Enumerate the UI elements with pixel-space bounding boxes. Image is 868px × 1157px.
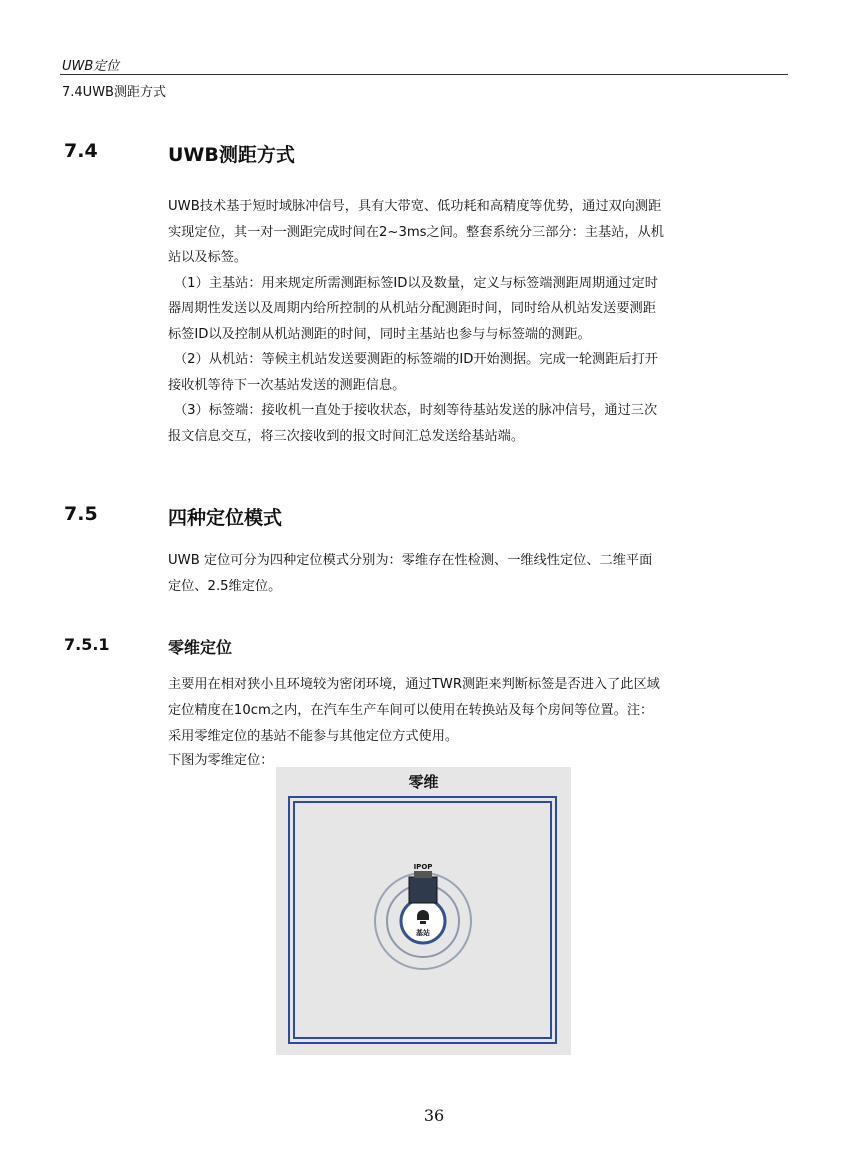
station-label: 基站 xyxy=(416,929,430,937)
device-label: IPOP xyxy=(413,863,433,871)
device-top-icon xyxy=(414,871,432,878)
paragraph-line: 实现定位，其一对一测距完成时间在2~3ms之间。整套系统分三部分：主基站，从机 xyxy=(168,224,664,240)
paragraph-line: 器周期性发送以及周期内给所控制的从机站分配测距时间，同时给从机站发送要测距 xyxy=(168,301,656,316)
paragraph-line: 接收机等待下一次基站发送的测距信息。 xyxy=(168,377,406,393)
device-icon xyxy=(409,877,437,903)
paragraph-line: 主要用在相对狭小且环境较为密闭环境，通过TWR测距来判断标签是否进入了此区域 xyxy=(168,677,660,692)
header-rule xyxy=(60,74,788,75)
station-bulb-base xyxy=(420,921,426,924)
section-title: UWB测距方式 xyxy=(168,144,295,166)
paragraph-line: 定位、2.5维定位。 xyxy=(168,578,282,594)
section-7-5-1-body xyxy=(168,672,748,772)
paragraph-line: （3）标签端：接收机一直处于接收状态，时刻等待基站发送的脉冲信号，通过三次 xyxy=(174,403,658,418)
section-number: 7.4 xyxy=(64,140,98,162)
paragraph-line: 标签ID以及控制从机站测距的时间，同时主基站也参与与标签端的测距。 xyxy=(168,326,591,342)
paragraph-line: （1）主基站：用来规定所需测距标签ID以及数量，定义与标签端测距周期通过定时 xyxy=(174,275,658,291)
paragraph-line: 下图为零维定位： xyxy=(168,753,274,768)
subsection-title: 零维定位 xyxy=(168,638,233,657)
paragraph-line: 定位精度在10cm之内，在汽车生产车间可以使用在转换站及每个房间等位置。注： xyxy=(168,703,654,718)
header-section: 7.4UWB测距方式 xyxy=(62,85,166,100)
paragraph-line: 站以及标签。 xyxy=(168,250,248,265)
section-number: 7.5 xyxy=(64,503,98,525)
paragraph-line: UWB 定位可分为四种定位模式分别为：零维存在性检测、一维线性定位、二维平面 xyxy=(168,553,653,568)
subsection-number: 7.5.1 xyxy=(64,635,110,654)
zero-dimension-figure xyxy=(276,767,571,1055)
base-station-illustration xyxy=(276,767,571,1055)
paragraph-line: （2）从机站：等候主机站发送要测距的标签端的ID开始测据。完成一轮测距后打开 xyxy=(174,352,658,367)
paragraph-line: 采用零维定位的基站不能参与其他定位方式使用。 xyxy=(168,729,459,744)
section-7-5-body xyxy=(168,548,748,599)
paragraph-line: UWB技术基于短时域脉冲信号，具有大带宽、低功耗和高精度等优势，通过双向测距 xyxy=(168,199,662,214)
page-number: 36 xyxy=(423,1106,445,1125)
figure-title: 零维 xyxy=(408,773,439,791)
section-title: 四种定位模式 xyxy=(168,507,283,529)
header-chapter: UWB定位 xyxy=(62,59,120,74)
paragraph-line: 报文信息交互，将三次接收到的报文时间汇总发送给基站端。 xyxy=(168,428,525,444)
section-7-4-body xyxy=(168,194,748,449)
